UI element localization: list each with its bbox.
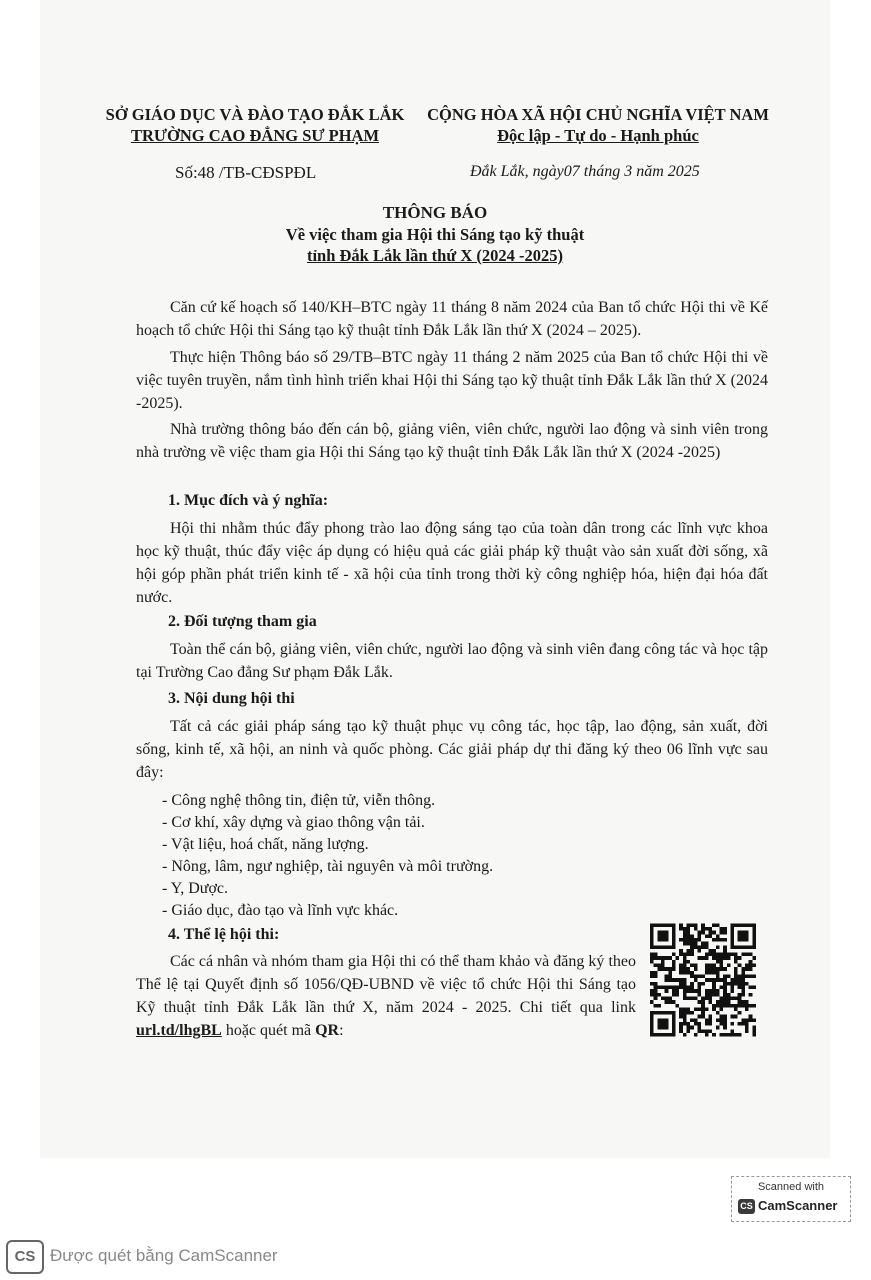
nation-motto xyxy=(420,126,776,146)
intro-paragraph-1: Căn cứ kế hoạch số 140/KH–BTC ngày 11 tháng 8 năm 2024 của Ban tổ chức Hội thi về Kế hoạch tổ chức Hội thi Sáng tạo kỹ thuật tỉnh Đắk Lắk lần thứ X (2024 – 2025). xyxy=(136,299,768,339)
camscanner-badge xyxy=(731,1176,851,1222)
list-item: - Vật liệu, hoá chất, năng lượng. xyxy=(162,836,369,853)
footer-text: Được quét bằng CamScanner xyxy=(50,1246,278,1265)
list-item: - Cơ khí, xây dựng và giao thông vận tải. xyxy=(162,814,425,831)
camscanner-logo-icon: CS xyxy=(738,1199,755,1214)
section-2-text: Toàn thể cán bộ, giảng viên, viên chức, người lao động và sinh viên đang công tác và học tập tại Trường Cao đẳng Sư phạm Đắk Lắk. xyxy=(136,641,768,681)
place-date: Đắk Lắk, ngày07 tháng 3 năm 2025 xyxy=(470,163,700,180)
section-4-after-link: hoặc quét mã xyxy=(221,1022,316,1039)
nation-title: CỘNG HÒA XÃ HỘI CHỦ NGHĨA VIỆT NAM xyxy=(427,105,769,124)
section-1-heading: 1. Mục đích và ý nghĩa: xyxy=(168,492,329,509)
intro-paragraph-2: Thực hiện Thông báo số 29/TB–BTC ngày 11 tháng 2 năm 2025 của Ban tổ chức Hội thi về việc tuyên truyền, nắm tình hình triển khai Hội thi Sáng tạo kỹ thuật tỉnh Đắk Lắk lần thứ X (2024 -2025). xyxy=(136,349,768,412)
doc-subtitle-1: Về việc tham gia Hội thi Sáng tạo kỹ thuật xyxy=(285,225,585,244)
qr-code[interactable] xyxy=(650,923,756,1037)
badge-brand: CamScanner xyxy=(758,1198,838,1213)
nation-motto-text: Độc lập - Tự do - Hạnh phúc xyxy=(497,126,699,145)
section-4-end: : xyxy=(339,1022,344,1039)
list-item: - Nông, lâm, ngư nghiệp, tài nguyên và môi trường. xyxy=(162,858,494,875)
school-name xyxy=(95,126,415,146)
section-4-text xyxy=(136,950,636,1042)
list-item: - Giáo dục, đào tạo và lĩnh vực khác. xyxy=(162,902,399,919)
section-3-heading: 3. Nội dung hội thi xyxy=(168,690,295,707)
document-number: Số:48 /TB-CĐSPĐL xyxy=(175,163,317,182)
camscanner-footer-icon: CS xyxy=(6,1240,44,1274)
section-1-text: Hội thi nhằm thúc đẩy phong trào lao động sáng tạo của toàn dân trong các lĩnh vực khoa học kỹ thuật, thúc đẩy việc áp dụng có hiệu quả các giải pháp kỹ thuật vào sản xuất đời sống, xã hội góp phần phát triển kinh tế - xã hội của tỉnh trong thời kỳ công nghiệp hóa, hiện đại hóa đất nước. xyxy=(136,520,768,606)
school-name-text: TRƯỜNG CAO ĐẲNG SƯ PHẠM xyxy=(130,126,380,145)
registration-link[interactable]: url.td/lhgBL xyxy=(136,1022,222,1039)
org-name: SỞ GIÁO DỤC VÀ ĐÀO TẠO ĐẮK LẮK xyxy=(105,105,405,124)
list-item: - Y, Dược. xyxy=(162,880,229,897)
doc-subtitle-2-text: tỉnh Đắk Lắk lần thứ X (2024 -2025) xyxy=(306,246,564,265)
intro-paragraph-3: Nhà trường thông báo đến cán bộ, giảng viên, viên chức, người lao động và sinh viên trong nhà trường về việc tham gia Hội thi Sáng tạo kỹ thuật tỉnh Đắk Lắk lần thứ X (2024 -2025) xyxy=(136,421,768,461)
section-4-heading: 4. Thể lệ hội thi: xyxy=(168,926,280,943)
section-4-body: Các cá nhân và nhóm tham gia Hội thi có thể tham khảo và đăng ký theo Thể lệ tại Quyết định số 1056/QĐ-UBND về việc tổ chức Hội thi Sáng tạo Kỹ thuật tỉnh Đắk Lắk lần thứ X, năm 2024 - 2025. Chi tiết qua link xyxy=(136,953,636,1016)
doc-title: THÔNG BÁO xyxy=(382,203,488,222)
qr-label: QR xyxy=(315,1022,340,1039)
list-item: - Công nghệ thông tin, điện tử, viễn thông. xyxy=(162,792,436,809)
doc-subtitle-2 xyxy=(40,246,830,266)
badge-caption: Scanned with xyxy=(757,1181,825,1193)
section-2-heading: 2. Đối tượng tham gia xyxy=(168,613,317,630)
section-3-text: Tất cả các giải pháp sáng tạo kỹ thuật phục vụ công tác, học tập, lao động, sản xuất, đời sống, kinh tế, xã hội, an ninh và quốc phòng. Các giải pháp dự thi đăng ký theo 06 lĩnh vực sau đây: xyxy=(136,718,768,781)
